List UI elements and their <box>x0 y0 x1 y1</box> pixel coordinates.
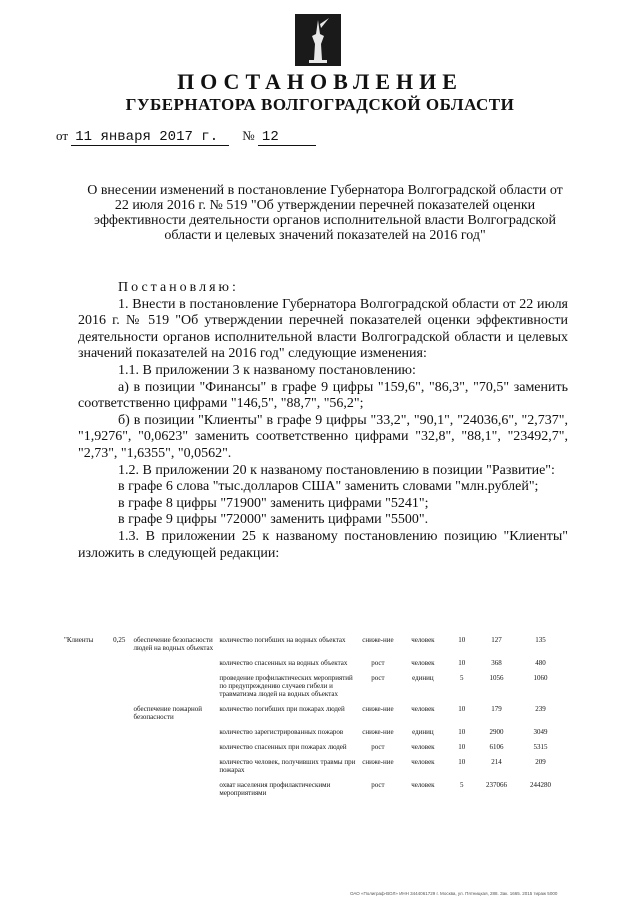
weight-cell: 10 <box>458 758 466 766</box>
document-number: 12 <box>258 129 316 146</box>
paragraph-1-1: 1.1. В приложении 3 к названому постановлению: <box>118 362 416 378</box>
unit-cell: единиц <box>412 728 434 736</box>
direction-cell: сниже-ние <box>362 705 394 713</box>
goal-cell <box>132 779 218 802</box>
direction-cell: сниже-ние <box>362 636 394 644</box>
target-cell: 239 <box>535 705 546 713</box>
table-row <box>62 672 562 703</box>
weight-cell: 10 <box>458 705 466 713</box>
document-body <box>78 280 568 562</box>
goal-cell: обеспечение безопасности людей на водных объектах <box>133 636 214 652</box>
table-row <box>62 756 562 779</box>
date-number-line <box>56 128 316 146</box>
weight-cell: 5 <box>459 781 464 789</box>
goal-cell <box>132 672 218 703</box>
paragraph-1-1-b: б) в позиции "Клиенты" в графе 9 цифры "33,2", "90,1", "24036,6", "2,737", "1,9276", "0,0623" заменить соответственно цифрами "32,8", "88,1", "23492,7", "2,73", "1,6355", "0,0562". <box>78 412 568 461</box>
value-cell: 214 <box>491 758 502 766</box>
unit-cell: человек <box>411 705 435 713</box>
indicator-cell: количество зарегистрированных пожаров <box>219 728 344 736</box>
target-cell: 5315 <box>533 743 548 751</box>
paragraph-1: 1. Внести в постановление Губернатора Волгоградской области от 22 июля 2016 г. № 519 "Об утверждении перечней показателей оценки эффективности деятельности органов исполнительной власти Волгоградской области и целевых значений показателей на 2016 год" следующие изменения: <box>78 296 568 362</box>
indicator-cell: количество человек, получивших травмы при пожарах <box>219 758 356 774</box>
from-label: от <box>56 128 69 143</box>
unit-cell: человек <box>411 758 435 766</box>
weight-cell: 10 <box>458 636 466 644</box>
target-cell: 135 <box>535 636 546 644</box>
unit-cell: человек <box>411 636 435 644</box>
target-cell: 1060 <box>533 674 548 682</box>
value-cell: 6106 <box>489 743 504 751</box>
goal-cell <box>132 756 218 779</box>
direction-cell: рост <box>371 743 385 751</box>
table-row <box>62 634 562 657</box>
table-row <box>62 779 562 802</box>
value-cell: 237066 <box>485 781 507 789</box>
target-cell: 244280 <box>529 781 551 789</box>
target-cell: 3049 <box>533 728 548 736</box>
goal-cell: обеспечение пожарной безопасности <box>133 705 203 721</box>
paragraph-1-1-a: а) в позиции "Финансы" в графе 9 цифры "159,6", "86,3", "70,5" заменить соответственно цифрами "146,5", "88,7", "56,2"; <box>78 379 568 412</box>
weight-cell: 10 <box>458 743 466 751</box>
weight-cell: 10 <box>458 728 466 736</box>
indicator-cell: количество спасенных при пожарах людей <box>219 743 347 751</box>
indicator-cell: количество погибших при пожарах людей <box>219 705 345 713</box>
printer-imprint: ОАО «Полиграф-ВОЛ» ИНН 3444061729 г. Москва, ул. Пятницкая, 288. Зак. 1665. 2015 тираж 5000 <box>350 891 558 896</box>
document-subject: О внесении изменений в постановление Губернатора Волгоградской области от 22 июля 2016 г. № 519 "Об утверждении перечней показателей оценки эффективности деятельности органов исполнительной власти Волгоградской области и целевых значений показателей на 2016 год" <box>87 183 563 243</box>
clients-position-table <box>62 634 562 802</box>
document-issuer: ГУБЕРНАТОРА ВОЛГОГРАДСКОЙ ОБЛАСТИ <box>125 95 515 114</box>
target-cell: 480 <box>535 659 546 667</box>
paragraph-1-2-col8: в графе 8 цифры "71900" заменить цифрами "5241"; <box>118 495 429 511</box>
direction-cell: рост <box>371 781 385 789</box>
value-cell: 368 <box>491 659 502 667</box>
table-row <box>62 726 562 741</box>
value-cell: 1056 <box>489 674 504 682</box>
weight-cell: 5 <box>459 674 464 682</box>
goal-cell <box>132 726 218 741</box>
table-row <box>62 741 562 756</box>
document-title: ПОСТАНОВЛЕНИЕ <box>177 69 463 94</box>
table-row <box>62 657 562 672</box>
paragraph-1-2: 1.2. В приложении 20 к названому постановлению в позиции "Развитие": <box>118 462 555 478</box>
indicator-cell: количество спасенных на водных объектах <box>219 659 348 667</box>
indicator-cell: охват населения профилактическими мероприятиями <box>219 781 331 797</box>
document-date: 11 января 2017 г. <box>71 129 229 146</box>
direction-cell: сниже-ние <box>362 728 394 736</box>
paragraph-1-3: 1.3. В приложении 25 к названому постановлению позицию "Клиенты" изложить в следующей редакции: <box>78 528 568 561</box>
position-name: "Клиенты <box>64 636 94 644</box>
value-cell: 2900 <box>489 728 504 736</box>
direction-cell: рост <box>371 659 385 667</box>
value-cell: 127 <box>491 636 502 644</box>
unit-cell: человек <box>411 781 435 789</box>
unit-cell: человек <box>411 659 435 667</box>
value-cell: 179 <box>491 705 502 713</box>
target-cell: 209 <box>535 758 546 766</box>
unit-cell: единиц <box>412 674 434 682</box>
coat-of-arms-emblem <box>295 14 341 66</box>
number-label: № <box>242 128 255 143</box>
direction-cell: сниже-ние <box>362 758 394 766</box>
goal-cell <box>132 741 218 756</box>
paragraph-1-2-col9: в графе 9 цифры "72000" заменить цифрами "5500". <box>118 512 429 528</box>
position-weight: 0,25 <box>113 636 126 644</box>
unit-cell: человек <box>411 743 435 751</box>
goal-cell <box>132 657 218 672</box>
decree-word: Постановляю: <box>118 280 239 295</box>
weight-cell: 10 <box>458 659 466 667</box>
indicator-cell: проведение профилактических мероприятий по предупреждению случаев гибели и травматизма людей на водных объектах <box>219 674 353 698</box>
indicator-cell: количество погибших на водных объектах <box>219 636 346 644</box>
direction-cell: рост <box>371 674 385 682</box>
paragraph-1-2-col6: в графе 6 слова "тыс.долларов США" заменить словами "млн.рублей"; <box>118 479 539 495</box>
table-row <box>62 703 562 726</box>
